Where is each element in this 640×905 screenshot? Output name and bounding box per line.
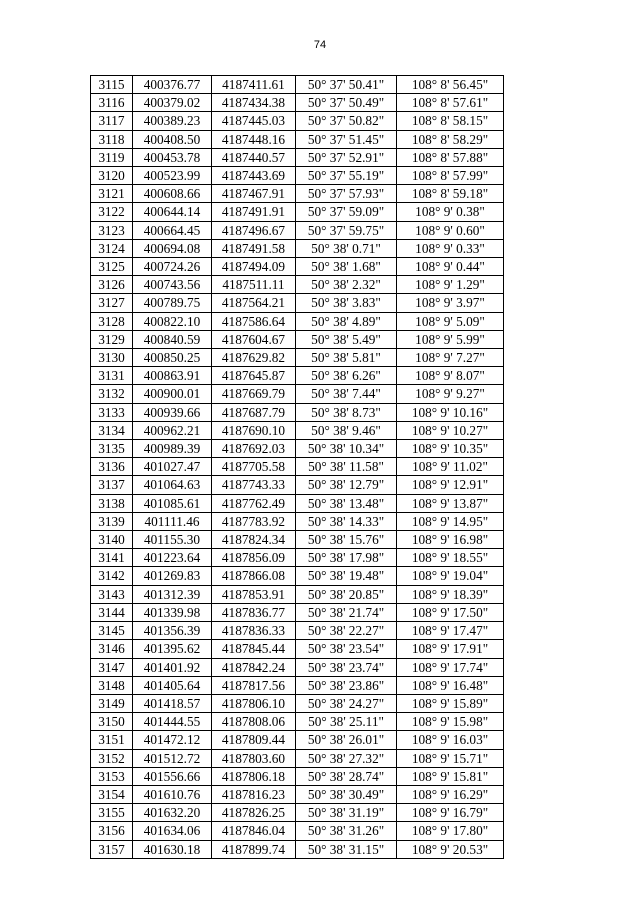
table-row: [91, 294, 504, 312]
point-id-cell: 3147: [91, 658, 133, 676]
x-coordinate-cell: 400664.45: [133, 221, 212, 239]
latitude-cell: 50° 38' 14.33": [296, 512, 397, 530]
table-row: [91, 658, 504, 676]
point-id-cell: 3134: [91, 421, 133, 439]
y-coordinate-cell: 4187842.24: [212, 658, 296, 676]
latitude-cell: 50° 38' 5.49": [296, 330, 397, 348]
y-coordinate-cell: 4187586.64: [212, 312, 296, 330]
y-coordinate-cell: 4187705.58: [212, 458, 296, 476]
latitude-cell: 50° 38' 23.74": [296, 658, 397, 676]
y-coordinate-cell: 4187806.10: [212, 694, 296, 712]
latitude-cell: 50° 38' 23.54": [296, 640, 397, 658]
point-id-cell: 3122: [91, 203, 133, 221]
latitude-cell: 50° 38' 7.44": [296, 385, 397, 403]
table-row: [91, 330, 504, 348]
y-coordinate-cell: 4187448.16: [212, 130, 296, 148]
longitude-cell: 108° 9' 11.02": [397, 458, 504, 476]
point-id-cell: 3121: [91, 185, 133, 203]
longitude-cell: 108° 9' 19.04": [397, 567, 504, 585]
point-id-cell: 3119: [91, 148, 133, 166]
y-coordinate-cell: 4187803.60: [212, 749, 296, 767]
table-row: [91, 676, 504, 694]
latitude-cell: 50° 37' 59.75": [296, 221, 397, 239]
y-coordinate-cell: 4187440.57: [212, 148, 296, 166]
latitude-cell: 50° 38' 11.58": [296, 458, 397, 476]
x-coordinate-cell: 400939.66: [133, 403, 212, 421]
table-row: [91, 239, 504, 257]
longitude-cell: 108° 9' 12.91": [397, 476, 504, 494]
latitude-cell: 50° 38' 24.27": [296, 694, 397, 712]
latitude-cell: 50° 37' 51.45": [296, 130, 397, 148]
longitude-cell: 108° 9' 16.98": [397, 531, 504, 549]
x-coordinate-cell: 400724.26: [133, 258, 212, 276]
point-id-cell: 3130: [91, 349, 133, 367]
point-id-cell: 3129: [91, 330, 133, 348]
latitude-cell: 50° 38' 31.15": [296, 840, 397, 858]
x-coordinate-cell: 401512.72: [133, 749, 212, 767]
x-coordinate-cell: 400376.77: [133, 76, 212, 94]
x-coordinate-cell: 401610.76: [133, 785, 212, 803]
point-id-cell: 3125: [91, 258, 133, 276]
longitude-cell: 108° 9' 9.27": [397, 385, 504, 403]
point-id-cell: 3127: [91, 294, 133, 312]
latitude-cell: 50° 38' 1.68": [296, 258, 397, 276]
y-coordinate-cell: 4187826.25: [212, 804, 296, 822]
y-coordinate-cell: 4187856.09: [212, 549, 296, 567]
longitude-cell: 108° 9' 15.81": [397, 767, 504, 785]
longitude-cell: 108° 9' 10.35": [397, 440, 504, 458]
table-row: [91, 494, 504, 512]
coordinates-table-body: [91, 76, 504, 859]
longitude-cell: 108° 9' 5.99": [397, 330, 504, 348]
latitude-cell: 50° 37' 50.41": [296, 76, 397, 94]
longitude-cell: 108° 8' 58.15": [397, 112, 504, 130]
table-row: [91, 440, 504, 458]
y-coordinate-cell: 4187817.56: [212, 676, 296, 694]
longitude-cell: 108° 9' 16.48": [397, 676, 504, 694]
latitude-cell: 50° 37' 57.93": [296, 185, 397, 203]
latitude-cell: 50° 38' 15.76": [296, 531, 397, 549]
longitude-cell: 108° 9' 7.27": [397, 349, 504, 367]
table-row: [91, 94, 504, 112]
latitude-cell: 50° 38' 17.98": [296, 549, 397, 567]
latitude-cell: 50° 37' 50.49": [296, 94, 397, 112]
x-coordinate-cell: 401356.39: [133, 622, 212, 640]
longitude-cell: 108° 9' 17.50": [397, 603, 504, 621]
latitude-cell: 50° 38' 27.32": [296, 749, 397, 767]
latitude-cell: 50° 38' 8.73": [296, 403, 397, 421]
point-id-cell: 3123: [91, 221, 133, 239]
x-coordinate-cell: 401155.30: [133, 531, 212, 549]
point-id-cell: 3140: [91, 531, 133, 549]
longitude-cell: 108° 9' 0.38": [397, 203, 504, 221]
point-id-cell: 3145: [91, 622, 133, 640]
longitude-cell: 108° 9' 20.53": [397, 840, 504, 858]
x-coordinate-cell: 401405.64: [133, 676, 212, 694]
x-coordinate-cell: 400453.78: [133, 148, 212, 166]
latitude-cell: 50° 38' 10.34": [296, 440, 397, 458]
table-row: [91, 531, 504, 549]
longitude-cell: 108° 9' 15.71": [397, 749, 504, 767]
table-row: [91, 130, 504, 148]
latitude-cell: 50° 38' 4.89": [296, 312, 397, 330]
y-coordinate-cell: 4187743.33: [212, 476, 296, 494]
x-coordinate-cell: 400379.02: [133, 94, 212, 112]
x-coordinate-cell: 401634.06: [133, 822, 212, 840]
x-coordinate-cell: 401472.12: [133, 731, 212, 749]
latitude-cell: 50° 38' 23.86": [296, 676, 397, 694]
point-id-cell: 3118: [91, 130, 133, 148]
table-row: [91, 640, 504, 658]
x-coordinate-cell: 400789.75: [133, 294, 212, 312]
y-coordinate-cell: 4187496.67: [212, 221, 296, 239]
table-row: [91, 785, 504, 803]
point-id-cell: 3128: [91, 312, 133, 330]
longitude-cell: 108° 8' 57.61": [397, 94, 504, 112]
latitude-cell: 50° 38' 6.26": [296, 367, 397, 385]
x-coordinate-cell: 401027.47: [133, 458, 212, 476]
point-id-cell: 3157: [91, 840, 133, 858]
x-coordinate-cell: 401085.61: [133, 494, 212, 512]
longitude-cell: 108° 9' 1.29": [397, 276, 504, 294]
latitude-cell: 50° 37' 50.82": [296, 112, 397, 130]
table-row: [91, 567, 504, 585]
y-coordinate-cell: 4187629.82: [212, 349, 296, 367]
y-coordinate-cell: 4187434.38: [212, 94, 296, 112]
table-row: [91, 694, 504, 712]
point-id-cell: 3136: [91, 458, 133, 476]
y-coordinate-cell: 4187808.06: [212, 713, 296, 731]
latitude-cell: 50° 38' 13.48": [296, 494, 397, 512]
y-coordinate-cell: 4187899.74: [212, 840, 296, 858]
latitude-cell: 50° 38' 28.74": [296, 767, 397, 785]
y-coordinate-cell: 4187783.92: [212, 512, 296, 530]
longitude-cell: 108° 9' 0.60": [397, 221, 504, 239]
point-id-cell: 3138: [91, 494, 133, 512]
y-coordinate-cell: 4187467.91: [212, 185, 296, 203]
point-id-cell: 3137: [91, 476, 133, 494]
y-coordinate-cell: 4187806.18: [212, 767, 296, 785]
y-coordinate-cell: 4187816.23: [212, 785, 296, 803]
table-row: [91, 840, 504, 858]
table-row: [91, 312, 504, 330]
x-coordinate-cell: 401444.55: [133, 713, 212, 731]
longitude-cell: 108° 9' 18.39": [397, 585, 504, 603]
table-row: [91, 367, 504, 385]
y-coordinate-cell: 4187445.03: [212, 112, 296, 130]
y-coordinate-cell: 4187845.44: [212, 640, 296, 658]
longitude-cell: 108° 9' 0.33": [397, 239, 504, 257]
y-coordinate-cell: 4187604.67: [212, 330, 296, 348]
longitude-cell: 108° 8' 58.29": [397, 130, 504, 148]
table-row: [91, 458, 504, 476]
table-row: [91, 622, 504, 640]
x-coordinate-cell: 401339.98: [133, 603, 212, 621]
point-id-cell: 3156: [91, 822, 133, 840]
point-id-cell: 3155: [91, 804, 133, 822]
latitude-cell: 50° 38' 2.32": [296, 276, 397, 294]
point-id-cell: 3141: [91, 549, 133, 567]
point-id-cell: 3117: [91, 112, 133, 130]
table-row: [91, 731, 504, 749]
y-coordinate-cell: 4187866.08: [212, 567, 296, 585]
x-coordinate-cell: 400840.59: [133, 330, 212, 348]
longitude-cell: 108° 9' 5.09": [397, 312, 504, 330]
latitude-cell: 50° 37' 59.09": [296, 203, 397, 221]
y-coordinate-cell: 4187836.33: [212, 622, 296, 640]
x-coordinate-cell: 401064.63: [133, 476, 212, 494]
point-id-cell: 3150: [91, 713, 133, 731]
x-coordinate-cell: 401269.83: [133, 567, 212, 585]
table-row: [91, 385, 504, 403]
table-row: [91, 512, 504, 530]
table-row: [91, 549, 504, 567]
table-row: [91, 76, 504, 94]
latitude-cell: 50° 38' 5.81": [296, 349, 397, 367]
table-row: [91, 148, 504, 166]
y-coordinate-cell: 4187669.79: [212, 385, 296, 403]
latitude-cell: 50° 38' 31.19": [296, 804, 397, 822]
x-coordinate-cell: 400850.25: [133, 349, 212, 367]
point-id-cell: 3144: [91, 603, 133, 621]
y-coordinate-cell: 4187762.49: [212, 494, 296, 512]
x-coordinate-cell: 400989.39: [133, 440, 212, 458]
latitude-cell: 50° 38' 31.26": [296, 822, 397, 840]
latitude-cell: 50° 38' 26.01": [296, 731, 397, 749]
y-coordinate-cell: 4187645.87: [212, 367, 296, 385]
point-id-cell: 3124: [91, 239, 133, 257]
x-coordinate-cell: 401556.66: [133, 767, 212, 785]
point-id-cell: 3135: [91, 440, 133, 458]
longitude-cell: 108° 9' 17.47": [397, 622, 504, 640]
y-coordinate-cell: 4187692.03: [212, 440, 296, 458]
longitude-cell: 108° 9' 18.55": [397, 549, 504, 567]
table-row: [91, 804, 504, 822]
latitude-cell: 50° 38' 25.11": [296, 713, 397, 731]
point-id-cell: 3146: [91, 640, 133, 658]
longitude-cell: 108° 9' 14.95": [397, 512, 504, 530]
point-id-cell: 3131: [91, 367, 133, 385]
table-row: [91, 203, 504, 221]
point-id-cell: 3115: [91, 76, 133, 94]
table-row: [91, 421, 504, 439]
y-coordinate-cell: 4187491.58: [212, 239, 296, 257]
latitude-cell: 50° 37' 52.91": [296, 148, 397, 166]
y-coordinate-cell: 4187824.34: [212, 531, 296, 549]
y-coordinate-cell: 4187443.69: [212, 167, 296, 185]
longitude-cell: 108° 9' 15.98": [397, 713, 504, 731]
x-coordinate-cell: 401312.39: [133, 585, 212, 603]
y-coordinate-cell: 4187836.77: [212, 603, 296, 621]
longitude-cell: 108° 8' 57.88": [397, 148, 504, 166]
table-row: [91, 585, 504, 603]
page-number: 74: [313, 39, 327, 51]
x-coordinate-cell: 400962.21: [133, 421, 212, 439]
table-row: [91, 476, 504, 494]
latitude-cell: 50° 38' 20.85": [296, 585, 397, 603]
latitude-cell: 50° 38' 12.79": [296, 476, 397, 494]
x-coordinate-cell: 401418.57: [133, 694, 212, 712]
x-coordinate-cell: 400523.99: [133, 167, 212, 185]
y-coordinate-cell: 4187687.79: [212, 403, 296, 421]
table-row: [91, 349, 504, 367]
table-row: [91, 749, 504, 767]
point-id-cell: 3142: [91, 567, 133, 585]
latitude-cell: 50° 38' 9.46": [296, 421, 397, 439]
longitude-cell: 108° 9' 17.91": [397, 640, 504, 658]
table-row: [91, 713, 504, 731]
y-coordinate-cell: 4187494.09: [212, 258, 296, 276]
x-coordinate-cell: 400694.08: [133, 239, 212, 257]
x-coordinate-cell: 401632.20: [133, 804, 212, 822]
latitude-cell: 50° 38' 3.83": [296, 294, 397, 312]
table-row: [91, 167, 504, 185]
x-coordinate-cell: 400389.23: [133, 112, 212, 130]
table-row: [91, 767, 504, 785]
longitude-cell: 108° 8' 59.18": [397, 185, 504, 203]
point-id-cell: 3153: [91, 767, 133, 785]
longitude-cell: 108° 9' 3.97": [397, 294, 504, 312]
longitude-cell: 108° 9' 15.89": [397, 694, 504, 712]
latitude-cell: 50° 38' 22.27": [296, 622, 397, 640]
table-row: [91, 112, 504, 130]
x-coordinate-cell: 400644.14: [133, 203, 212, 221]
table-row: [91, 185, 504, 203]
y-coordinate-cell: 4187411.61: [212, 76, 296, 94]
x-coordinate-cell: 401395.62: [133, 640, 212, 658]
longitude-cell: 108° 8' 57.99": [397, 167, 504, 185]
longitude-cell: 108° 9' 0.44": [397, 258, 504, 276]
x-coordinate-cell: 401111.46: [133, 512, 212, 530]
longitude-cell: 108° 9' 10.16": [397, 403, 504, 421]
table-row: [91, 276, 504, 294]
x-coordinate-cell: 400900.01: [133, 385, 212, 403]
point-id-cell: 3116: [91, 94, 133, 112]
latitude-cell: 50° 38' 30.49": [296, 785, 397, 803]
x-coordinate-cell: 401401.92: [133, 658, 212, 676]
point-id-cell: 3151: [91, 731, 133, 749]
table-row: [91, 403, 504, 421]
x-coordinate-cell: 400608.66: [133, 185, 212, 203]
y-coordinate-cell: 4187511.11: [212, 276, 296, 294]
y-coordinate-cell: 4187564.21: [212, 294, 296, 312]
y-coordinate-cell: 4187690.10: [212, 421, 296, 439]
point-id-cell: 3154: [91, 785, 133, 803]
point-id-cell: 3120: [91, 167, 133, 185]
coordinates-table: [90, 75, 504, 859]
point-id-cell: 3139: [91, 512, 133, 530]
longitude-cell: 108° 9' 16.79": [397, 804, 504, 822]
table-row: [91, 221, 504, 239]
x-coordinate-cell: 401630.18: [133, 840, 212, 858]
longitude-cell: 108° 9' 16.03": [397, 731, 504, 749]
longitude-cell: 108° 9' 10.27": [397, 421, 504, 439]
point-id-cell: 3152: [91, 749, 133, 767]
point-id-cell: 3126: [91, 276, 133, 294]
x-coordinate-cell: 400863.91: [133, 367, 212, 385]
table-row: [91, 603, 504, 621]
y-coordinate-cell: 4187853.91: [212, 585, 296, 603]
point-id-cell: 3149: [91, 694, 133, 712]
x-coordinate-cell: 400408.50: [133, 130, 212, 148]
longitude-cell: 108° 9' 8.07": [397, 367, 504, 385]
table-row: [91, 258, 504, 276]
longitude-cell: 108° 9' 16.29": [397, 785, 504, 803]
table-row: [91, 822, 504, 840]
longitude-cell: 108° 9' 17.74": [397, 658, 504, 676]
point-id-cell: 3148: [91, 676, 133, 694]
point-id-cell: 3132: [91, 385, 133, 403]
x-coordinate-cell: 401223.64: [133, 549, 212, 567]
longitude-cell: 108° 8' 56.45": [397, 76, 504, 94]
x-coordinate-cell: 400822.10: [133, 312, 212, 330]
point-id-cell: 3133: [91, 403, 133, 421]
latitude-cell: 50° 37' 55.19": [296, 167, 397, 185]
latitude-cell: 50° 38' 0.71": [296, 239, 397, 257]
longitude-cell: 108° 9' 13.87": [397, 494, 504, 512]
y-coordinate-cell: 4187809.44: [212, 731, 296, 749]
latitude-cell: 50° 38' 21.74": [296, 603, 397, 621]
x-coordinate-cell: 400743.56: [133, 276, 212, 294]
latitude-cell: 50° 38' 19.48": [296, 567, 397, 585]
y-coordinate-cell: 4187846.04: [212, 822, 296, 840]
point-id-cell: 3143: [91, 585, 133, 603]
y-coordinate-cell: 4187491.91: [212, 203, 296, 221]
longitude-cell: 108° 9' 17.80": [397, 822, 504, 840]
